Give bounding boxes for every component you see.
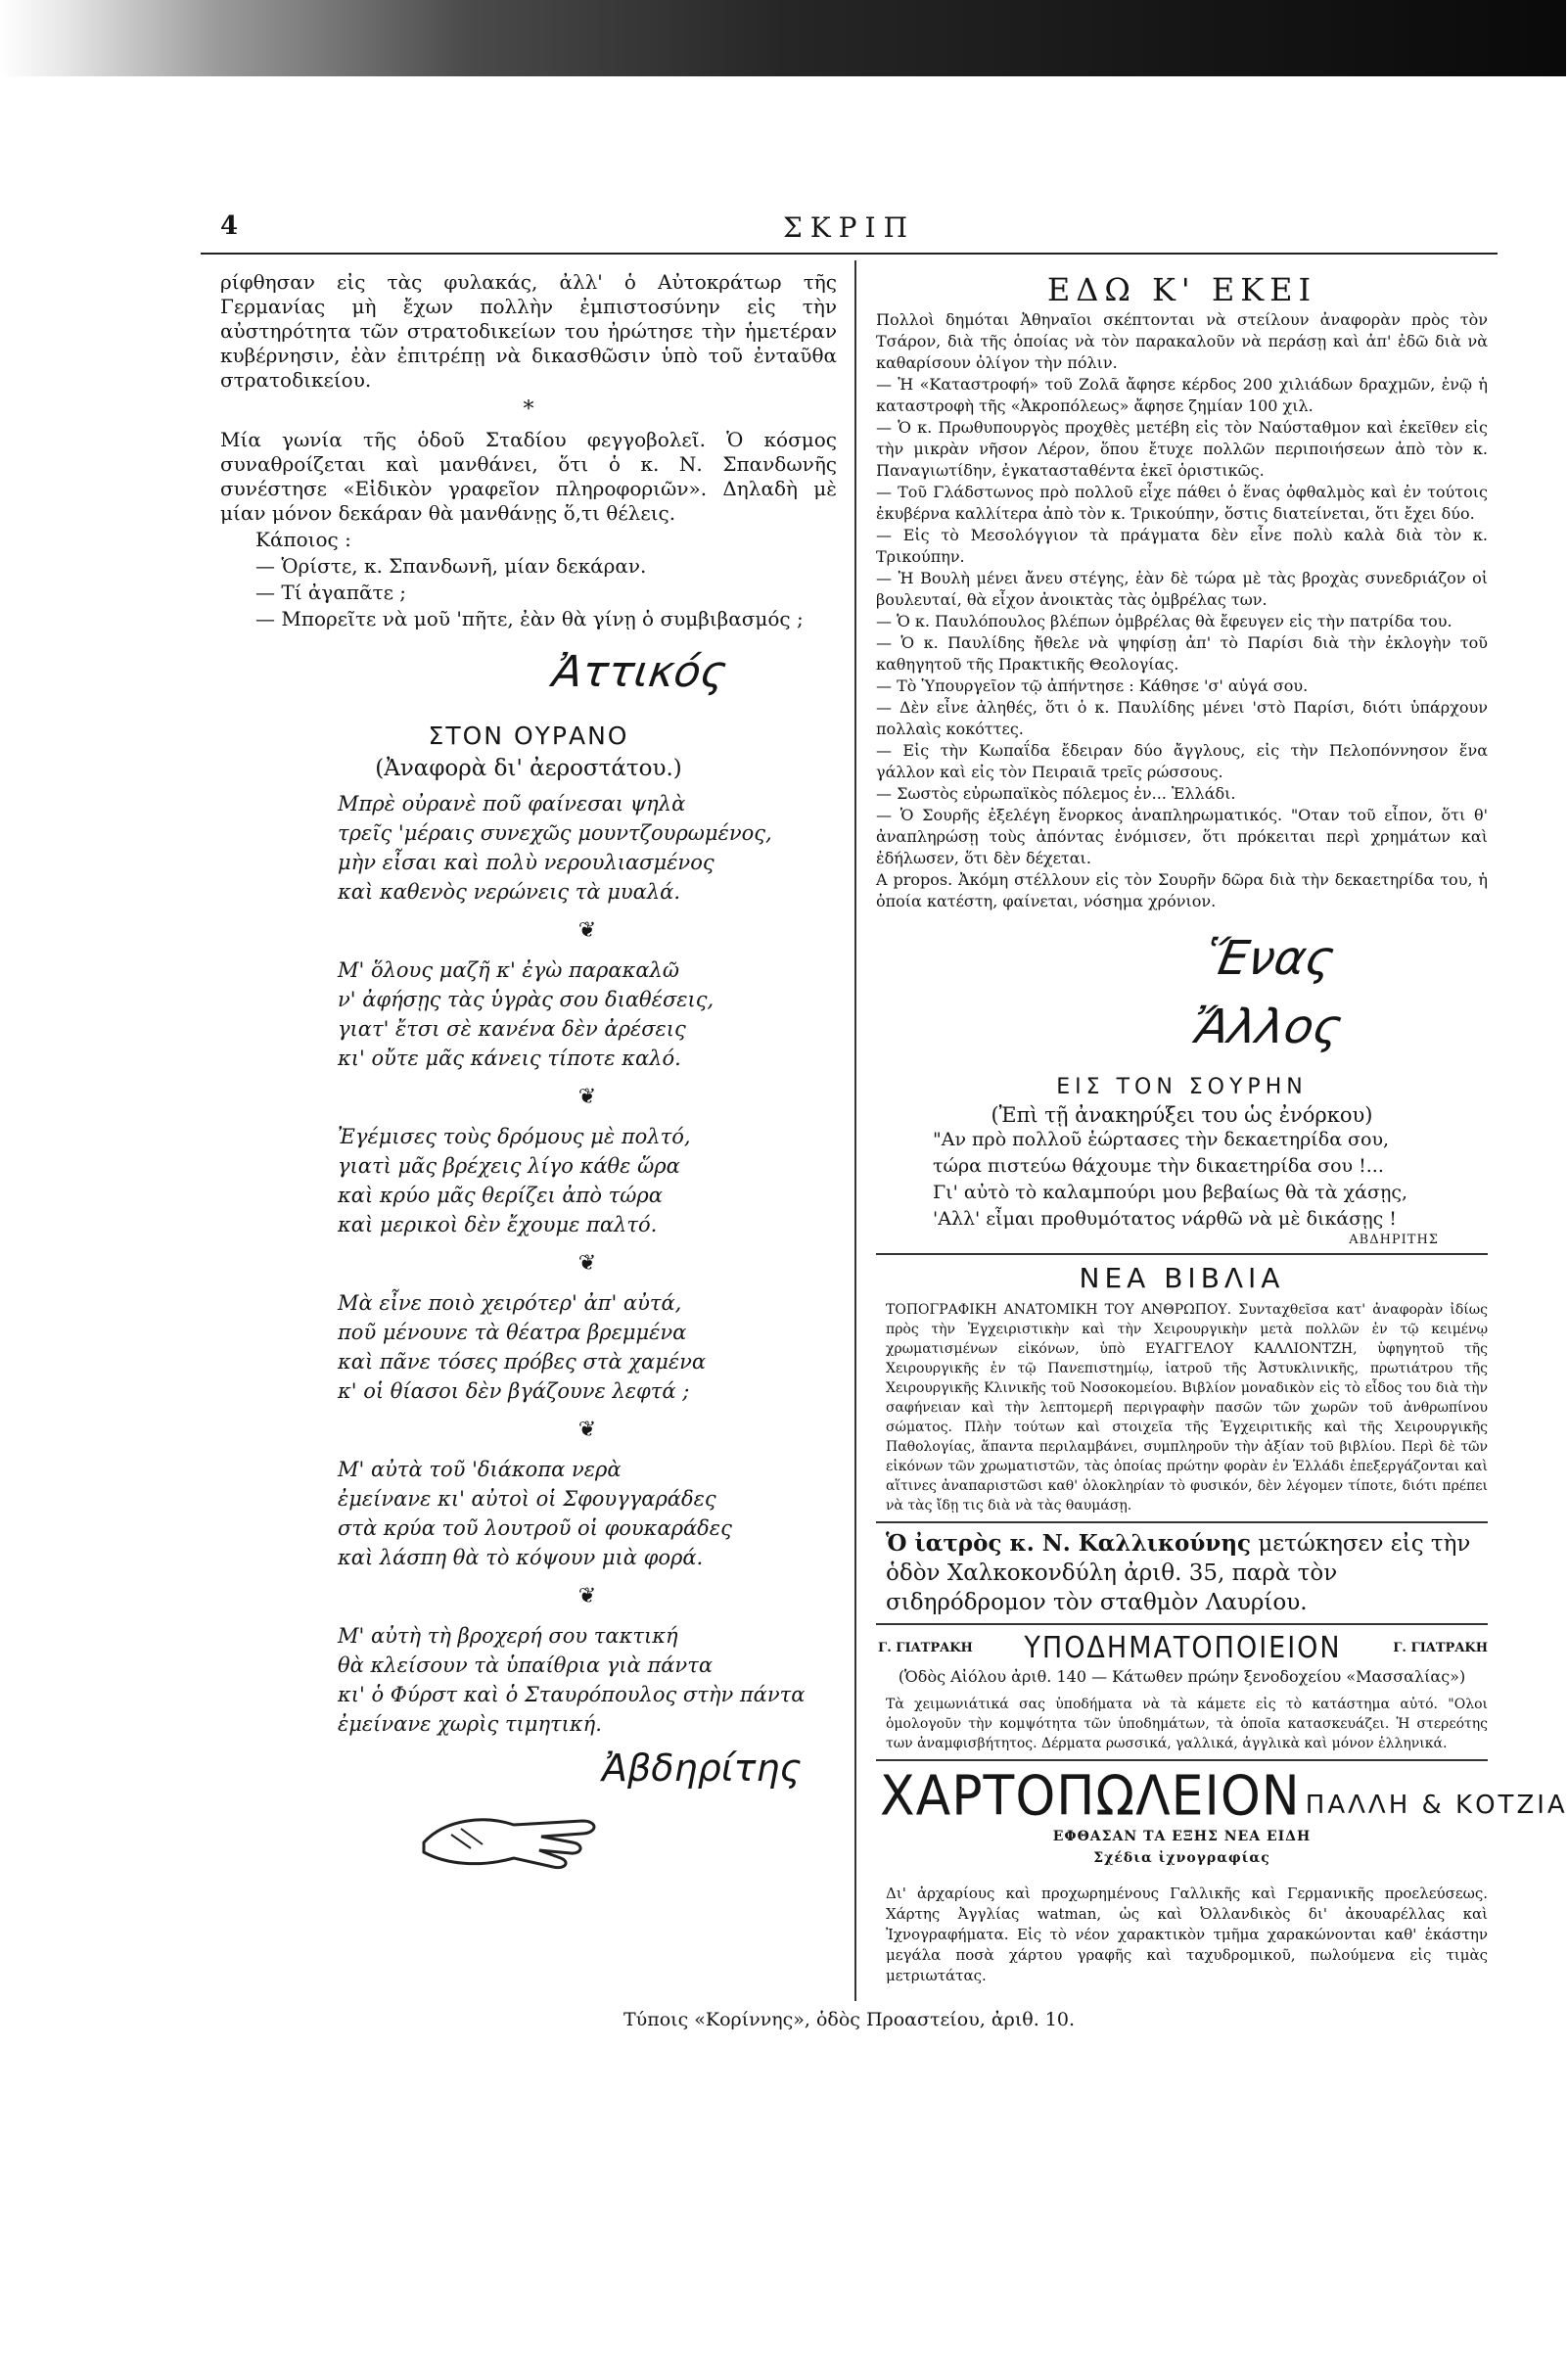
verse: τώρα πιστεύω θάχουμε τὴν δικαετηρίδα σου !... [933, 1155, 1384, 1177]
news-brief: — Ἡ «Καταστροφή» τοῦ Ζολᾶ ἄφησε κέρδος 200 χιλιάδων δραχμῶν, ἐνῷ ἡ καταστροφὴ τῆς «Ἀκροπόλεως» ἄφησε ζημίαν 100 χιλ. [876, 375, 1488, 415]
verse: ποῦ μένουνε τὰ θέατρα βρεμμένα [338, 1321, 687, 1344]
dialogue-line: — Μπορεῖτε νὰ μοῦ 'πῆτε, ἐὰν θὰ γίνῃ ὁ συμβιβασμός ; [255, 607, 804, 630]
verse: τρεῖς 'μέραις συνεχῶς μουντζουρωμένος, [338, 821, 772, 845]
verse: καὶ καθενὸς νερώνεις τὰ μυαλά. [338, 880, 681, 904]
news-brief: — Τοῦ Γλάδστωνος πρὸ πολλοῦ εἶχε πάθει ὁ ἕνας ὀφθαλμὸς καὶ ἐν τούτοις ἐκυβέρνα καλλίτερα ἀπὸ τὸν κ. Τρικούπην, ὅστις διατείνεται, ὅτι ἔχει δύο. [876, 483, 1488, 523]
poem-subtitle: (Ἀναφορὰ δι' ἀεροστάτου.) [375, 756, 682, 781]
verse: Μ' ὅλους μαζῆ κ' ἐγὼ παρακαλῶ [338, 958, 679, 982]
verse: γιατ' ἔτσι σὲ κανένα δὲν ἀρέσεις [338, 1017, 686, 1041]
someone-label: Κάποιος : [255, 528, 351, 551]
dialogue-line: — Τί ἀγαπᾶτε ; [255, 581, 407, 604]
shoe-ad-address: (Ὁδὸς Αἰόλου ἀριθ. 140 — Κάτωθεν πρώην ξενοδοχείου «Μασσαλίας») [898, 1667, 1466, 1686]
sourin-subtitle: (Ἐπὶ τῇ ἀνακηρύξει του ὡς ἐνόρκου) [991, 1103, 1373, 1127]
verse: στὰ κρύα τοῦ λουτροῦ οἱ φουκαράδες [338, 1516, 732, 1540]
new-books-text: ΤΟΠΟΓΡΑΦΙΚΗ ΑΝΑΤΟΜΙΚΗ ΤΟΥ ΑΝΘΡΩΠΟΥ. Συνταχθεῖσα κατ' ἀναφορὰν ἰδίως πρὸς τὴν Ἐγχειριστικὴν καὶ τὴν Χειρουργικὴν μετὰ πολλῶν ἐν τῷ κειμένῳ χρωματισμένων εἰκόνων, ὑπὸ ΕΥΑΓΓΕΛΟΥ ΚΑΛΛΙΟΝΤΖΗ, ὑφηγητοῦ τῆς Χειρουργικῆς ἐν τῷ Πανεπιστημίῳ, ἰατροῦ τῆς Ἀστυκλινικῆς, πρωτιάτρου τῆς Χειρουργικῆς Κλινικῆς τοῦ Νοσοκομείου. Βιβλίον μοναδικὸν εἰς τὸ εἶδος του διὰ τὴν σαφήνειαν καὶ τὴν λεπτομερῆ περιγραφὴν πασῶν τῶν χωρῶν τοῦ ἀνθρωπίνου σώματος. Πλὴν τούτων καὶ στοιχεῖα τῆς Ἐγχειριτικῆς καὶ τῆς Χειρουργικῆς Παθολογίας, ἅπαντα περιλαμβάνει, συμπληροῦν τὴν ἀξίαν τοῦ βιβλίου. Περὶ δὲ τῶν εἰκόνων τῶν χρωματιστῶν, τὰς ὁποίας πρώτην φορὰν ἐν Ἑλλάδι ἐπεξεργάζονται καὶ αἵτινες ἀναπαριστῶσι καθ' ὁλοκληρίαν τὸ φυσικόν, δὲν λέγομεν τίποτε, διότι πρέπει νὰ τὰς ἴδῃ τις διὰ νὰ τὰς θαυμάσῃ. [886, 1302, 1488, 1513]
paper-ad-title: ΧΑΡΤΟΠΩΛΕΙΟΝ [880, 1764, 1301, 1829]
left-column [220, 270, 837, 2003]
right-column [876, 270, 1568, 2003]
doctor-ad-name: Ὁ ἰατρὸς κ. Ν. Καλλικούνης [886, 1530, 1252, 1557]
fleuron-icon: ❦ [577, 1085, 597, 1109]
verse: καὶ κρύο μᾶς θερίζει ἀπὸ τώρα [338, 1184, 663, 1207]
section-title: ΕΔΩ Κ' ΕΚΕΙ [1046, 271, 1317, 308]
verse: ν' ἀφήσῃς τὰς ὑγρὰς σου διαθέσεις, [338, 988, 715, 1011]
news-brief: — Εἰς τὴν Κωπαΐδα ἔδειραν δύο ἄγγλους, εἰς τὴν Πελοπόννησον ἕνα γάλλον καὶ εἰς τὸν Πειραιᾶ τρεῖς ρώσσους. [876, 741, 1488, 781]
verse: 'Αλλ' εἶμαι προθυμότατος νάρθῶ νὰ μὲ δικάσῃς ! [933, 1208, 1397, 1230]
verse: κι' οὔτε μᾶς κάνεις τίποτε καλό. [338, 1047, 681, 1070]
shoe-ad-owner-left: Γ. ΓΙΑΤΡΑΚΗ [878, 1641, 973, 1655]
signature-avdiritis: Ἀβδηρίτης [602, 1746, 802, 1790]
doctor-ad [886, 1529, 1488, 1617]
stanza [338, 1455, 837, 1572]
paper-ad-subtitle: ΕΦΘΑΣΑΝ ΤΑ ΕΞΗΣ ΝΕΑ ΕΙΔΗ [1052, 1829, 1312, 1844]
verse: καὶ μερικοὶ δὲν ἔχουμε παλτό. [338, 1213, 658, 1236]
doctor-ad-text: μετώκησεν εἰς τὴν ὁδὸν Χαλκοκονδύλη ἀριθ. 35, παρὰ τὸν σιδηρόδρομον τὸν σταθμὸν Λαυρίου. [886, 1531, 1471, 1615]
pointing-hand-icon [416, 1799, 631, 1878]
poem-title: ΣΤΟΝ ΟΥΡΑΝΟ [428, 722, 629, 750]
stanza [338, 1122, 837, 1239]
shoe-ad-title: ΥΠΟΔΗΜΑΤΟΠΟΙΕΙΟΝ [1024, 1631, 1342, 1665]
verse: Μ' αὐτὰ τοῦ 'διάκοπα νερὰ [338, 1458, 622, 1481]
news-brief: — Δὲν εἶνε ἀληθές, ὅτι ὁ κ. Παυλίδης μένει 'στὸ Παρίσι, διότι ὑπάρχουν πολλαὶς κοκόττες. [876, 698, 1488, 738]
news-brief: — Εἰς τὸ Μεσολόγγιον τὰ πράγματα δὲν εἶνε πολὺ καλὰ διὰ τὸν κ. Τρικούπην. [876, 526, 1488, 566]
stanza [338, 1288, 837, 1406]
masthead: ΣΚΡΙΠ [782, 211, 916, 244]
stanza [338, 789, 837, 907]
verse: "Αν πρὸ πολλοῦ ἑώρτασες τὴν δεκαετηρίδα σου, [933, 1129, 1390, 1150]
divider [876, 1623, 1488, 1625]
verse: ἐμείνανε χωρὶς τιμητική. [338, 1712, 602, 1736]
page-number: 4 [220, 211, 239, 241]
verse: καὶ πᾶνε τόσες πρόβες στὰ χαμένα [338, 1350, 707, 1374]
newspaper-page [201, 196, 1568, 2075]
printer-footer: Τύποις «Κορίννης», ὁδὸς Προαστείου, ἀριθ. 10. [623, 2009, 1076, 2030]
stanza [338, 1621, 837, 1739]
verse: Γι' αὐτὸ τὸ καλαμπούρι μου βεβαίως θὰ τὰ χάσῃς, [933, 1182, 1408, 1203]
news-brief: — Ὁ Σουρῆς ἐξελέγη ἔνορκος ἀναπληρωματικός. "Οταν τοῦ εἶπον, ὅτι θ' ἀναπληρώσῃ τοὺς ἀπόντας ἐνόμισεν, ὅτι πρόκειται περὶ χρημάτων καὶ ἐδήλωσεν, ὅτι δὲν δέχεται. [876, 806, 1488, 867]
verse: θὰ κλείσουν τὰ ὑπαίθρια γιὰ πάντα [338, 1653, 713, 1677]
sourin-title: ΕΙΣ ΤΟΝ ΣΟΥΡΗΝ [1056, 1075, 1308, 1099]
fleuron-icon: ❦ [577, 918, 597, 943]
new-books-title: ΝΕΑ ΒΙΒΛΙΑ [1079, 1262, 1285, 1294]
news-brief: Α propos. Ἀκόμη στέλλουν εἰς τὸν Σουρῆν δῶρα διὰ τὴν δεκαετηρίδα του, ἡ ὁποία κατέστη, φαίνεται, νόσημα χρόνιον. [876, 870, 1488, 910]
header-rule [201, 253, 1498, 255]
verse-author: ΑΒΔΗΡΙΤΗΣ [1349, 1233, 1439, 1247]
verse: Μπρὲ οὐρανὲ ποῦ φαίνεσαι ψηλὰ [338, 792, 686, 815]
news-brief: — Ἡ Βουλὴ μένει ἄνευ στέγης, ἐὰν δὲ τώρα μὲ τὰς βροχὰς συνεδριάζον οἱ βουλευταί, θὰ εἶχον ἀνοικτὰς τὰς ὀμβρέλας των. [876, 569, 1488, 609]
shoe-ad-header [878, 1631, 1488, 1665]
news-brief: — Τὸ Ὑπουργεῖον τῷ ἀπήντησε : Κάθησε 'σ' αὐγά σου. [876, 676, 1309, 695]
verse: γιατὶ μᾶς βρέχεις λίγο κάθε ὥρα [338, 1154, 680, 1178]
verse: κι' ὁ Φύρστ καὶ ὁ Σταυρόπουλος στὴν πάντα [338, 1683, 806, 1706]
paper-ad-header [880, 1764, 1568, 1829]
fleuron-icon: ❦ [577, 1251, 597, 1276]
verse: μὴν εἶσαι καὶ πολὺ νερουλιασμένος [338, 851, 715, 874]
signature-attikos: Ἀττικός [549, 647, 730, 697]
verse: Ἐγέμισες τοὺς δρόμους μὲ πολτό, [338, 1125, 691, 1148]
verse: ἐμείνανε κι' αὐτοὶ οἱ Σφουγγαράδες [338, 1487, 716, 1511]
divider [876, 1253, 1488, 1255]
signature-enas-allos: Ἕνας Ἄλλος [1187, 931, 1347, 1054]
shoe-ad-text: Τὰ χειμωνιάτικά σας ὑποδήματα νὰ τὰ κάμετε εἰς τὸ κατάστημα αὐτό. "Ολοι ὁμολογοῦν τὴν κομψότητα τῶν ὑποδημάτων, τὰ ὁποῖα κατασκευάζει. Ἡ στερεότης των ἀναμφισβήτητος. Δέρματα ρωσσικά, γαλλικά, ἀγγλικὰ καὶ μόνον ἑλληνικά. [886, 1697, 1488, 1751]
divider [876, 1759, 1488, 1761]
column-rule [854, 260, 856, 2001]
news-brief: — Ὁ κ. Παυλίδης ἤθελε νὰ ψηφίσῃ ἀπ' τὸ Παρίσι διὰ τὴν ἐκλογὴν τοῦ καθηγητοῦ τῆς Πρακτικῆς Θεολογίας. [876, 633, 1488, 674]
divider [876, 1521, 1488, 1523]
second-paragraph: Μία γωνία τῆς ὁδοῦ Σταδίου φεγγοβολεῖ. Ὁ κόσμος συναθροίζεται καὶ μανθάνει, ὅτι ὁ κ. Ν. Σπανδωνῆς συνέστησε «Εἰδικὸν γραφεῖον πληροφοριῶν». Δηλαδὴ μὲ μίαν μόνον δεκάραν θὰ μανθάνῃς ὅ,τι θέλεις. [220, 428, 837, 525]
paper-ad-text: Δι' ἀρχαρίους καὶ προχωρημένους Γαλλικῆς καὶ Γερμανικῆς προελεύσεως. Χάρτης Ἀγγλίας watman, ὡς καὶ Ὀλλανδικὸς δι' ἀκουαρέλλας καὶ Ἰχνογραφήματα. Εἰς τὸ νέον χαρακτικὸν τμῆμα χαρακώνονται καθ' ἑκάστην μεγάλα ποσὰ χάρτου γραφῆς καὶ ταχυδρομικοῦ, πωλούμενα εἰς τιμὰς μετριωτάτας. [886, 1885, 1488, 1984]
news-brief: — Ὁ κ. Παυλόπουλος βλέπων ὀμβρέλας θὰ ἔφευγεν εἰς τὴν πατρίδα του. [876, 612, 1453, 630]
poem [338, 789, 837, 1739]
news-brief: Πολλοὶ δημόται Ἀθηναῖοι σκέπτονται νὰ στείλουν ἀναφορὰν πρὸς τὸν Τσάρον, διὰ τῆς ὁποίας νὰ τὸν παρακαλοῦν νὰ περάσῃ καὶ ἀπ' ἐδῶ διὰ νὰ καθαρίσουν ὀλίγον τὴν πόλιν. [876, 310, 1488, 372]
news-brief: — Σωστὸς εὐρωπαϊκὸς πόλεμος ἐν... Ἑλλάδι. [876, 784, 1236, 803]
verse: Μ' αὐτὴ τὴ βροχερή σου τακτική [338, 1624, 678, 1648]
news-brief: — Ὁ κ. Πρωθυπουργὸς προχθὲς μετέβη εἰς τὸν Ναύσταθμον καὶ ἐκεῖθεν εἰς τὴν μικρὰν νῆσον Λέρον, ὅπου ἔτυχε πολλῶν περιποιήσεων ἀπὸ τὸν κ. Παναγιωτίδην, ἐγκατασταθέντα ἐκεῖ ὁριστικῶς. [876, 418, 1488, 480]
stanza [338, 955, 837, 1073]
fleuron-icon: ❦ [577, 1418, 597, 1442]
scan-top-border [0, 0, 1566, 76]
verse: κ' οἱ θίασοι δὲν βγάζουνε λεφτά ; [338, 1379, 690, 1403]
shoe-ad-owner-right: Γ. ΓΙΑΤΡΑΚΗ [1393, 1641, 1488, 1655]
paper-ad-subtitle-2: Σχέδια ἰχνογραφίας [1093, 1850, 1270, 1866]
paper-ad-owners: ΠΑΛΛΗ & ΚΟΤΖΙΑ [1305, 1791, 1568, 1820]
fleuron-icon: ❦ [577, 1584, 597, 1608]
separator: * [523, 397, 534, 422]
opening-paragraph: ρίφθησαν εἰς τὰς φυλακάς, ἀλλ' ὁ Αὐτοκράτωρ τῆς Γερμανίας μὴ ἔχων πολλὴν ἐμπιστοσύνην εἰς τὴν αὐστηρότητα τῶν στρατοδικείων του ἠρώτησε τὴν ἡμετέραν κυβέρνησιν, ἐὰν ἐπιτρέπῃ νὰ δικασθῶσιν ὑπὸ τοῦ ἐνταῦθα στρατοδικείου. [220, 270, 837, 392]
verse: Μὰ εἶνε ποιὸ χειρότερ' ἀπ' αὐτά, [338, 1291, 682, 1315]
verse: καὶ λάσπη θὰ τὸ κόψουν μιὰ φορά. [338, 1546, 704, 1569]
page-header [201, 211, 1498, 251]
dialogue-line: — Ὁρίστε, κ. Σπανδωνῆ, μίαν δεκάραν. [255, 554, 647, 578]
